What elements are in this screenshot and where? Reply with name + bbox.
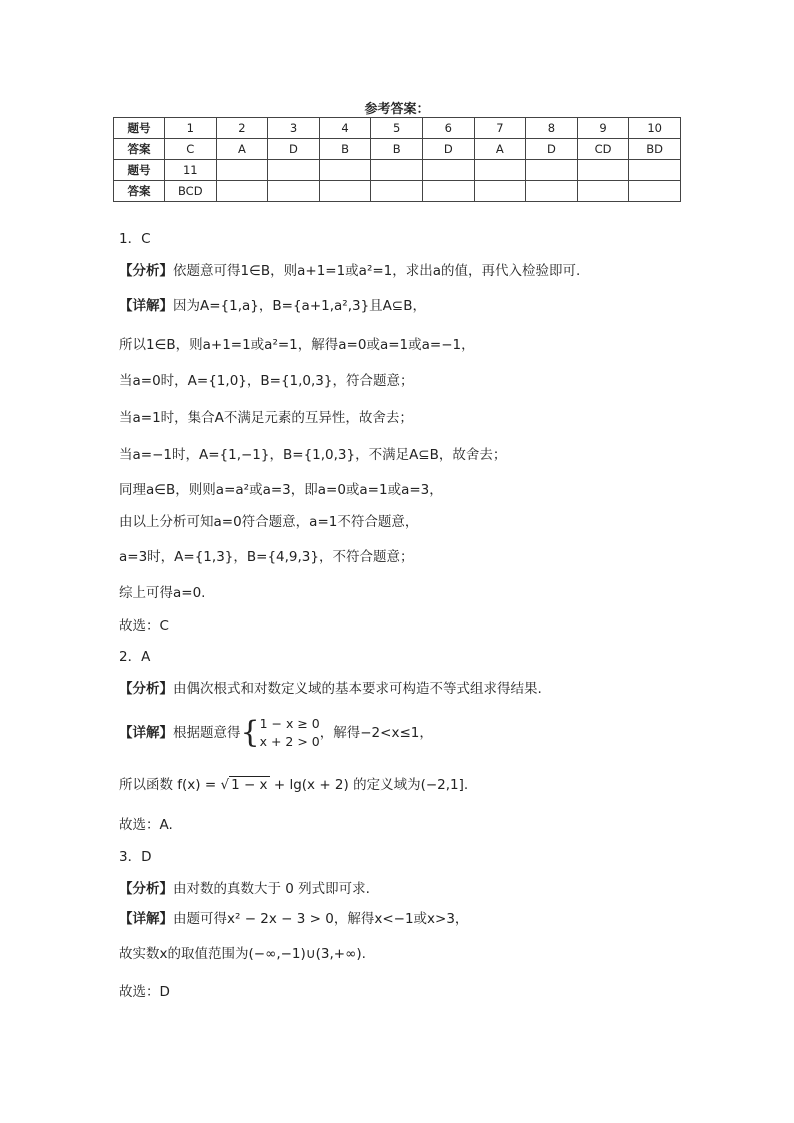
table-cell: C [165,139,217,160]
table-cell: 4 [319,118,371,139]
q1-detail-1 [119,297,426,315]
table-row-header: 题号 [114,160,165,181]
q2-detail-pre: 根据题意得 [173,725,241,741]
q2-analysis [119,680,542,698]
q1-detail-tag: 【详解】 [119,298,173,314]
q1-detail-5: 当a=−1时，A={1,−1}，B={1,0,3}，不满足A⊆B，故舍去； [119,447,507,463]
table-cell: A [216,139,268,160]
table-cell: 2 [216,118,268,139]
q2-analysis-tag: 【分析】 [119,681,173,697]
q2-detail-2c: + lg(x + 2) 的定义域为(−2,1]. [269,777,469,793]
page-title: 参考答案： [364,102,430,117]
table-cell [577,181,629,202]
brace-symbol: { [240,715,260,750]
table-cell: B [319,139,371,160]
q1-detail-9: 综上可得a=0. [119,585,206,601]
table-cell [474,160,526,181]
q3-analysis [119,880,370,898]
table-row [114,181,681,202]
table-cell: 3 [268,118,320,139]
q1-detail-6: 同理a∈B，则则a=a²或a=3，即a=0或a=1或a=3， [119,482,443,498]
table-cell: CD [577,139,629,160]
table-cell [371,181,423,202]
table-cell: 8 [526,118,578,139]
q3-detail-1-text: 由题可得x² − 2x − 3 > 0，解得x<−1或x>3， [173,911,469,927]
table-cell: 10 [629,118,681,139]
table-cell [268,181,320,202]
table-cell [319,160,371,181]
table-cell [422,181,474,202]
q1-choice: 故选：C [119,618,169,634]
table-cell: A [474,139,526,160]
table-cell: 11 [165,160,217,181]
table-cell: BCD [165,181,217,202]
q1-analysis-tag: 【分析】 [119,263,173,279]
q2-detail-1 [119,713,433,753]
q3-analysis-text: 由对数的真数大于 0 列式即可求. [173,881,370,897]
table-cell: B [371,139,423,160]
table-cell: BD [629,139,681,160]
system-line-2: x + 2 > 0 [259,734,320,749]
table-cell [577,160,629,181]
table-row [114,118,681,139]
q1-detail-8: a=3时，A={1,3}，B={4,9,3}，不符合题意； [119,549,414,565]
q3-number: 3．D [119,849,152,865]
q2-analysis-text: 由偶次根式和对数定义域的基本要求可构造不等式组求得结果. [173,681,542,697]
system-line-1: 1 − x ≥ 0 [259,716,320,731]
table-cell: D [422,139,474,160]
table-cell [422,160,474,181]
sqrt-radicand: 1 − x [231,777,268,793]
table-cell: 7 [474,118,526,139]
table-cell [268,160,320,181]
table-row [114,160,681,181]
table-cell: D [526,139,578,160]
table-cell [526,181,578,202]
answer-table [113,117,681,202]
q2-detail-2a: 所以函数 f(x) = [119,777,221,793]
table-cell [526,160,578,181]
table-cell [629,181,681,202]
q2-detail-2 [119,776,468,794]
table-cell [371,160,423,181]
table-row-header: 题号 [114,118,165,139]
q1-analysis-text: 依题意可得1∈B，则a+1=1或a²=1，求出a的值，再代入检验即可. [173,263,581,279]
table-row-header: 答案 [114,181,165,202]
q1-number: 1．C [119,231,151,247]
table-cell: D [268,139,320,160]
q2-number: 2．A [119,649,151,665]
sqrt-symbol: √ [220,777,230,793]
q1-detail-2: 所以1∈B，则a+1=1或a²=1，解得a=0或a=1或a=−1， [119,337,475,353]
q1-detail-1-text: 因为A={1,a}，B={a+1,a²,3}且A⊆B， [173,298,426,314]
q2-choice: 故选：A. [119,817,173,833]
q1-detail-4: 当a=1时，集合A不满足元素的互异性，故舍去； [119,410,413,426]
table-cell [474,181,526,202]
q3-detail-1 [119,910,468,928]
q2-detail-tag: 【详解】 [119,725,173,741]
inequality-system [260,715,320,751]
q3-detail-2: 故实数x的取值范围为(−∞,−1)∪(3,+∞). [119,946,366,962]
table-cell [319,181,371,202]
q1-analysis [119,262,580,280]
table-cell: 5 [371,118,423,139]
table-cell [216,181,268,202]
q3-analysis-tag: 【分析】 [119,881,173,897]
q1-detail-7: 由以上分析可知a=0符合题意，a=1不符合题意， [119,514,419,530]
table-cell [629,160,681,181]
table-row-header: 答案 [114,139,165,160]
table-cell: 9 [577,118,629,139]
table-cell: 1 [165,118,217,139]
q1-detail-3: 当a=0时，A={1,0}，B={1,0,3}，符合题意； [119,373,414,389]
q3-detail-tag: 【详解】 [119,911,173,927]
table-cell [216,160,268,181]
q2-detail-post: ，解得−2<x≤1， [319,725,433,741]
table-cell: 6 [422,118,474,139]
table-row [114,139,681,160]
q3-choice: 故选：D [119,984,170,1000]
